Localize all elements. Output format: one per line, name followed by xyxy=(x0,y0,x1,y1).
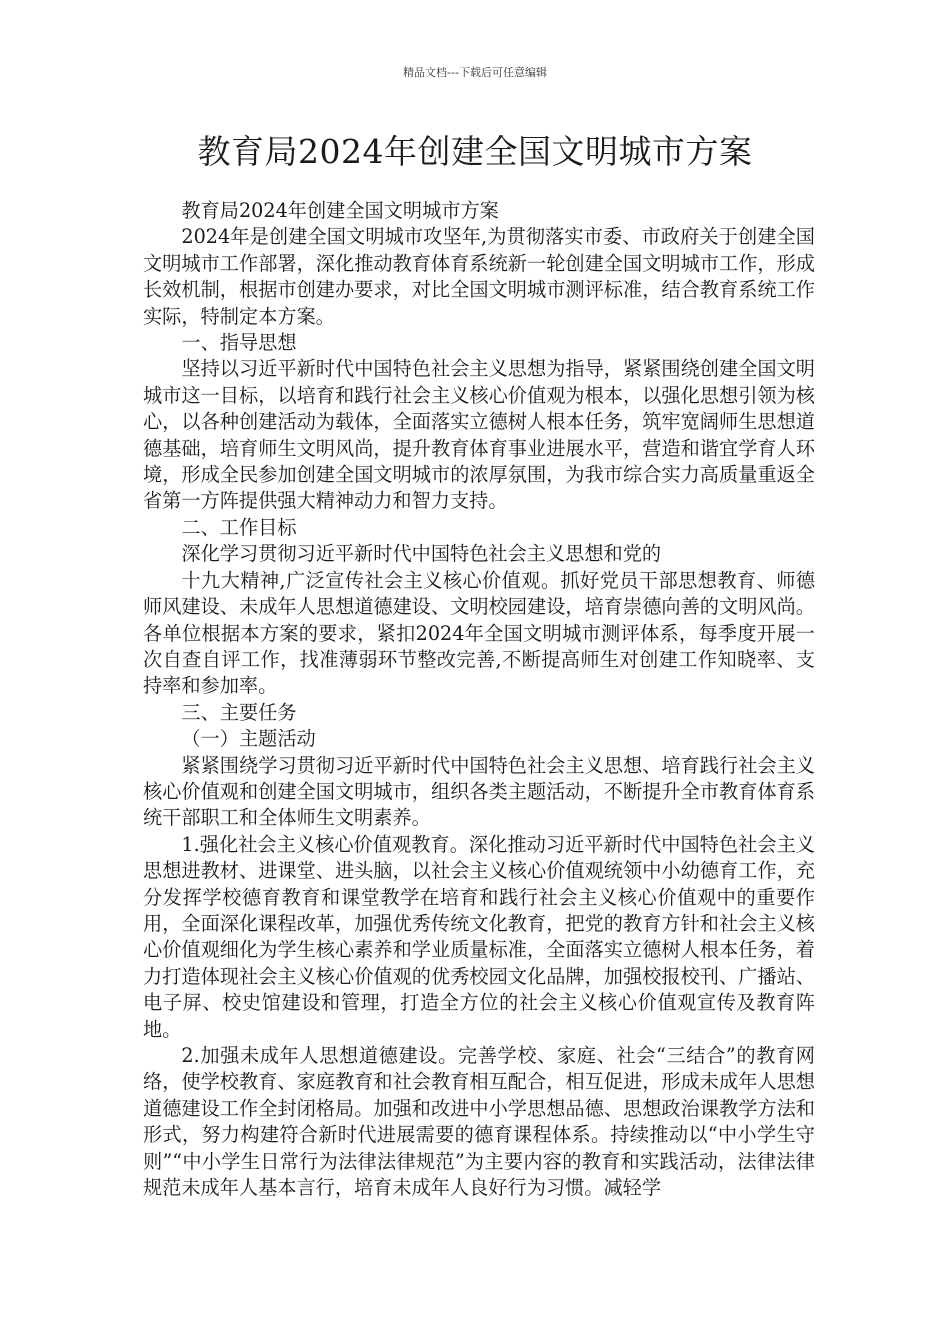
task-2-paragraph: 2.加强未成年人思想道德建设。完善学校、家庭、社会“三结合”的教育网络，使学校教育、家庭教育和社会教育相互配合，相互促进，形成未成年人思想道德建设工作全封闭格局。加强和改进中小学思想品德、思想政治课教学方法和形式，努力构建符合新时代进展需要的德育课程体系。持续推动以“中小学生守则”“中小学生日常行为法律法律规范”为主要内容的教育和实践活动，法律法律规范未成年人基本言行，培育未成年人良好行为习惯。减轻学 xyxy=(143,1044,815,1200)
section-heading-guiding-ideology: 一、指导思想 xyxy=(181,331,297,355)
intro-paragraph: 2024年是创建全国文明城市攻坚年,为贯彻落实市委、市政府关于创建全国文明城市工作部署，深化推动教育体育系统新一轮创建全国文明城市工作，形成长效机制，根据市创建办要求，对比全国文明城市测评标准，结合教育系统工作实际，特制定本方案。 xyxy=(143,225,815,328)
work-goals-paragraph-2: 十九大精神,广泛宣传社会主义核心价值观。抓好党员干部思想教育、师德师风建设、未成年人思想道德建设、文明校园建设，培育崇德向善的文明风尚。各单位根据本方案的要求，紧扣2024年全国文明城市测评体系，每季度开展一次自查自评工作，找准薄弱环节整改完善,不断提高师生对创建工作知晓率、支持率和参加率。 xyxy=(143,568,815,698)
task-1-paragraph: 1.强化社会主义核心价值观教育。深化推动习近平新时代中国特色社会主义思想进教材、进课堂、进头脑，以社会主义核心价值观统领中小幼德育工作，充分发挥学校德育教育和课堂教学在培育和践行社会主义核心价值观中的重要作用，全面深化课程改革，加强优秀传统文化教育，把党的教育方针和社会主义核心价值观细化为学生核心素养和学业质量标准，全面落实立德树人根本任务，着力打造体现社会主义核心价值观的优秀校园文化品牌，加强校报校刊、广播站、电子屏、校史馆建设和管理，打造全方位的社会主义核心价值观宣传及教育阵地。 xyxy=(143,832,815,1041)
subtitle-paragraph: 教育局2024年创建全国文明城市方案 xyxy=(181,199,499,222)
work-goals-paragraph-1: 深化学习贯彻习近平新时代中国特色社会主义思想和党的 xyxy=(181,542,662,566)
section-heading-work-goals: 二、工作目标 xyxy=(181,515,297,539)
section-heading-main-tasks: 三、主要任务 xyxy=(181,700,297,724)
document-title: 教育局2024年创建全国文明城市方案 xyxy=(197,132,753,171)
header-note: 精品文档---下载后可任意编辑 xyxy=(403,66,547,79)
document-body xyxy=(143,198,815,1201)
guiding-ideology-paragraph: 坚持以习近平新时代中国特色社会主义思想为指导，紧紧围绕创建全国文明城市这一目标，以培育和践行社会主义核心价值观为根本，以强化思想引领为核心，以各种创建活动为载体，全面落实立德树人根本任务，筑牢宽阔师生思想道德基础，培育师生文明风尚，提升教育体育事业进展水平，营造和谐宜学育人环境，形成全民参加创建全国文明城市的浓厚氛围，为我市综合实力高质量重返全省第一方阵提供强大精神动力和智力支持。 xyxy=(143,357,815,513)
subsection-heading-theme-activities: （一）主题活动 xyxy=(181,727,316,751)
theme-activities-paragraph: 紧紧围绕学习贯彻习近平新时代中国特色社会主义思想、培育践行社会主义核心价值观和创建全国文明城市，组织各类主题活动，不断提升全市教育体育系统干部职工和全体师生文明素养。 xyxy=(143,753,815,830)
